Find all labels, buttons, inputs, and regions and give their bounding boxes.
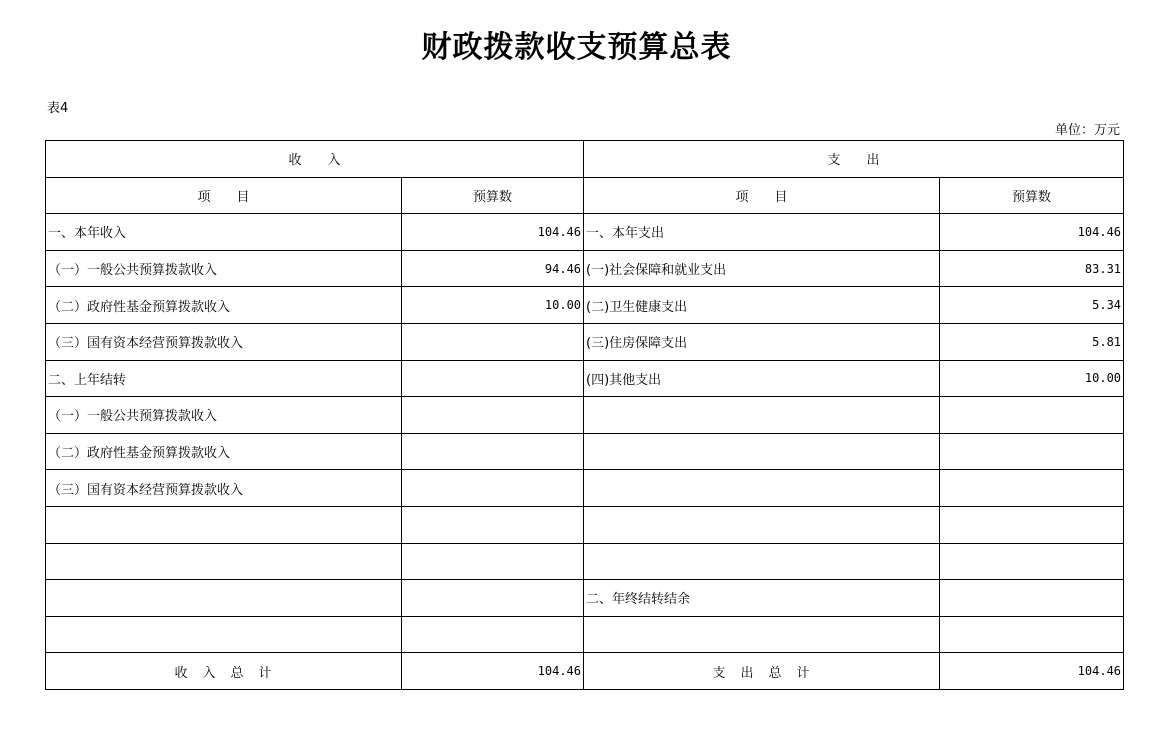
income-amount-header: 预算数 <box>402 177 584 214</box>
expense-item-cell: (一)社会保障和就业支出 <box>584 250 940 287</box>
income-item-cell: （一）一般公共预算拨款收入 <box>46 397 402 434</box>
table-row <box>46 470 1124 507</box>
expense-amount-header: 预算数 <box>940 177 1124 214</box>
expense-item-cell: 一、本年支出 <box>584 214 940 251</box>
expense-item-header: 项 目 <box>584 177 940 214</box>
budget-table <box>45 140 1124 690</box>
expense-item-cell <box>584 470 940 507</box>
expense-item-cell <box>584 616 940 653</box>
expense-total-amount: 104.46 <box>940 653 1124 690</box>
income-item-cell <box>46 506 402 543</box>
table-number: 表4 <box>47 101 69 116</box>
header-row-sections <box>46 141 1124 178</box>
expense-amount-cell: 10.00 <box>940 360 1124 397</box>
income-item-cell: 二、上年结转 <box>46 360 402 397</box>
income-item-cell: （二）政府性基金预算拨款收入 <box>46 287 402 324</box>
income-total-label: 收 入 总 计 <box>46 653 402 690</box>
page-title: 财政拨款收支预算总表 <box>421 30 732 65</box>
income-item-header: 项 目 <box>46 177 402 214</box>
expense-amount-cell <box>940 506 1124 543</box>
income-item-cell: （一）一般公共预算拨款收入 <box>46 250 402 287</box>
income-item-cell: 一、本年收入 <box>46 214 402 251</box>
expense-item-cell <box>584 433 940 470</box>
expense-amount-cell <box>940 616 1124 653</box>
table-row <box>46 506 1124 543</box>
expense-amount-cell: 5.81 <box>940 323 1124 360</box>
expense-section-header: 支 出 <box>584 141 1124 178</box>
income-amount-cell <box>402 543 584 580</box>
expense-amount-cell <box>940 470 1124 507</box>
income-amount-cell <box>402 470 584 507</box>
totals-row <box>46 653 1124 690</box>
income-section-header: 收 入 <box>46 141 584 178</box>
income-amount-cell: 10.00 <box>402 287 584 324</box>
income-amount-cell <box>402 616 584 653</box>
income-item-cell: （三）国有资本经营预算拨款收入 <box>46 470 402 507</box>
income-item-cell <box>46 580 402 617</box>
table-row <box>46 323 1124 360</box>
income-amount-cell <box>402 580 584 617</box>
table-row <box>46 287 1124 324</box>
expense-item-cell <box>584 506 940 543</box>
unit-label: 单位：万元 <box>1054 123 1120 138</box>
expense-amount-cell: 104.46 <box>940 214 1124 251</box>
income-amount-cell <box>402 360 584 397</box>
header-row-columns <box>46 177 1124 214</box>
expense-item-cell: (三)住房保障支出 <box>584 323 940 360</box>
expense-amount-cell <box>940 543 1124 580</box>
table-row <box>46 543 1124 580</box>
income-total-amount: 104.46 <box>402 653 584 690</box>
table-row <box>46 214 1124 251</box>
expense-item-cell <box>584 543 940 580</box>
income-amount-cell <box>402 506 584 543</box>
income-item-cell: （二）政府性基金预算拨款收入 <box>46 433 402 470</box>
income-item-cell <box>46 616 402 653</box>
table-row <box>46 397 1124 434</box>
table-row <box>46 616 1124 653</box>
expense-amount-cell: 83.31 <box>940 250 1124 287</box>
table-row <box>46 580 1124 617</box>
expense-amount-cell: 5.34 <box>940 287 1124 324</box>
income-amount-cell <box>402 397 584 434</box>
expense-item-cell: 二、年终结转结余 <box>584 580 940 617</box>
expense-amount-cell <box>940 580 1124 617</box>
table-row <box>46 360 1124 397</box>
expense-item-cell: (四)其他支出 <box>584 360 940 397</box>
expense-item-cell: (二)卫生健康支出 <box>584 287 940 324</box>
income-amount-cell <box>402 433 584 470</box>
expense-item-cell <box>584 397 940 434</box>
table-row <box>46 433 1124 470</box>
expense-amount-cell <box>940 433 1124 470</box>
income-item-cell: （三）国有资本经营预算拨款收入 <box>46 323 402 360</box>
income-amount-cell: 104.46 <box>402 214 584 251</box>
table-row <box>46 250 1124 287</box>
income-amount-cell: 94.46 <box>402 250 584 287</box>
income-item-cell <box>46 543 402 580</box>
expense-amount-cell <box>940 397 1124 434</box>
income-amount-cell <box>402 323 584 360</box>
expense-total-label: 支 出 总 计 <box>584 653 940 690</box>
